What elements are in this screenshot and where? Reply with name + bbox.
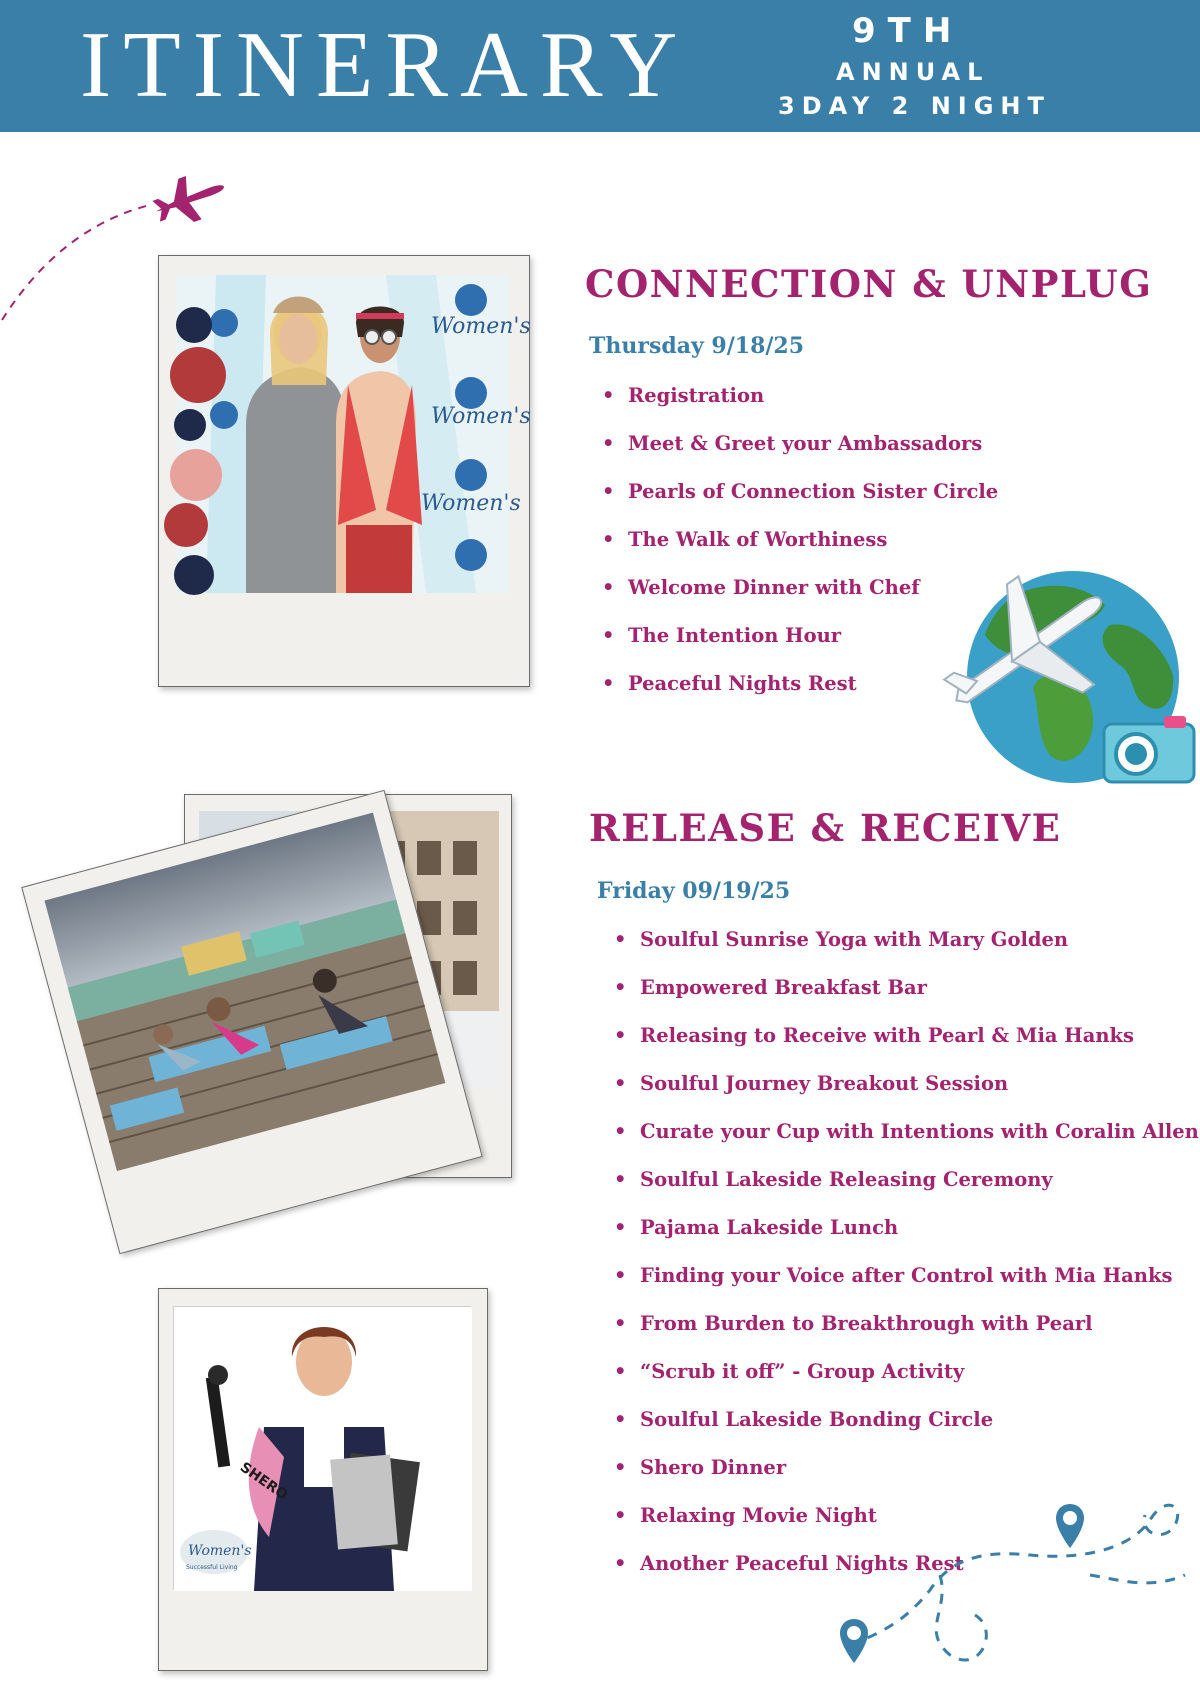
list-item: • Finding your Voice after Control with Mia Hanks bbox=[614, 1266, 1199, 1314]
photo-yoga-art bbox=[45, 813, 446, 1171]
illustration-shero bbox=[173, 1306, 471, 1590]
list-item: • From Burden to Breakthrough with Pearl bbox=[614, 1314, 1199, 1362]
list-item: • Peaceful Nights Rest bbox=[602, 674, 998, 722]
photo-frame-3 bbox=[158, 1288, 488, 1671]
shero-badge-text: SHERO bbox=[237, 1459, 291, 1504]
route-decoration bbox=[830, 1480, 1200, 1690]
list-item: • Another Peaceful Nights Rest bbox=[614, 1554, 1199, 1602]
header-banner bbox=[0, 0, 1200, 132]
photo-yoga bbox=[45, 813, 446, 1171]
photo-ambassadors-art bbox=[176, 275, 531, 593]
banner-text: Women's bbox=[431, 314, 531, 339]
list-item: • Soulful Lakeside Releasing Ceremony bbox=[614, 1170, 1199, 1218]
page-title: ITINERARY bbox=[80, 13, 690, 117]
header-annual: ANNUAL bbox=[836, 58, 990, 86]
section-title-connection: CONNECTION & UNPLUG bbox=[585, 262, 1153, 306]
list-item: • Pearls of Connection Sister Circle bbox=[602, 482, 998, 530]
list-item: • Pajama Lakeside Lunch bbox=[614, 1218, 1199, 1266]
list-item: • Welcome Dinner with Chef bbox=[602, 578, 998, 626]
logo-sub: Successful Living bbox=[186, 1564, 238, 1571]
list-item: • “Scrub it off” - Group Activity bbox=[614, 1362, 1199, 1410]
header-duration: 3DAY 2 NIGHT bbox=[778, 92, 1051, 120]
logo-text: Women's bbox=[188, 1543, 252, 1559]
section-date-friday: Friday 09/19/25 bbox=[597, 878, 791, 904]
list-item: • Soulful Journey Breakout Session bbox=[614, 1074, 1199, 1122]
map-pin-icon bbox=[1054, 1502, 1086, 1550]
list-item: • Soulful Lakeside Bonding Circle bbox=[614, 1410, 1199, 1458]
list-item: • Releasing to Receive with Pearl & Mia Hanks bbox=[614, 1026, 1199, 1074]
list-item: • The Intention Hour bbox=[602, 626, 998, 674]
photo-frame-1 bbox=[158, 255, 530, 687]
list-item: • Registration bbox=[602, 386, 998, 434]
banner-text: Women's bbox=[421, 491, 521, 516]
list-item: • Empowered Breakfast Bar bbox=[614, 978, 1199, 1026]
header-edition: 9TH bbox=[852, 11, 964, 51]
list-item: • Shero Dinner bbox=[614, 1458, 1199, 1506]
list-item: • Relaxing Movie Night bbox=[614, 1506, 1199, 1554]
list-item: • Meet & Greet your Ambassadors bbox=[602, 434, 998, 482]
list-item: • Soulful Sunrise Yoga with Mary Golden bbox=[614, 930, 1199, 978]
camera-icon bbox=[1100, 710, 1198, 786]
banner-text: Women's bbox=[431, 404, 531, 429]
map-pin-icon bbox=[838, 1617, 870, 1665]
illustration-shero-art bbox=[174, 1307, 472, 1591]
list-item: • Curate your Cup with Intentions with Coralin Allen bbox=[614, 1122, 1199, 1170]
photo-ambassadors bbox=[176, 275, 531, 593]
list-item: • The Walk of Worthiness bbox=[602, 530, 998, 578]
section-title-release: RELEASE & RECEIVE bbox=[589, 806, 1062, 850]
airplane-icon bbox=[150, 168, 230, 230]
section-date-thursday: Thursday 9/18/25 bbox=[589, 333, 805, 359]
